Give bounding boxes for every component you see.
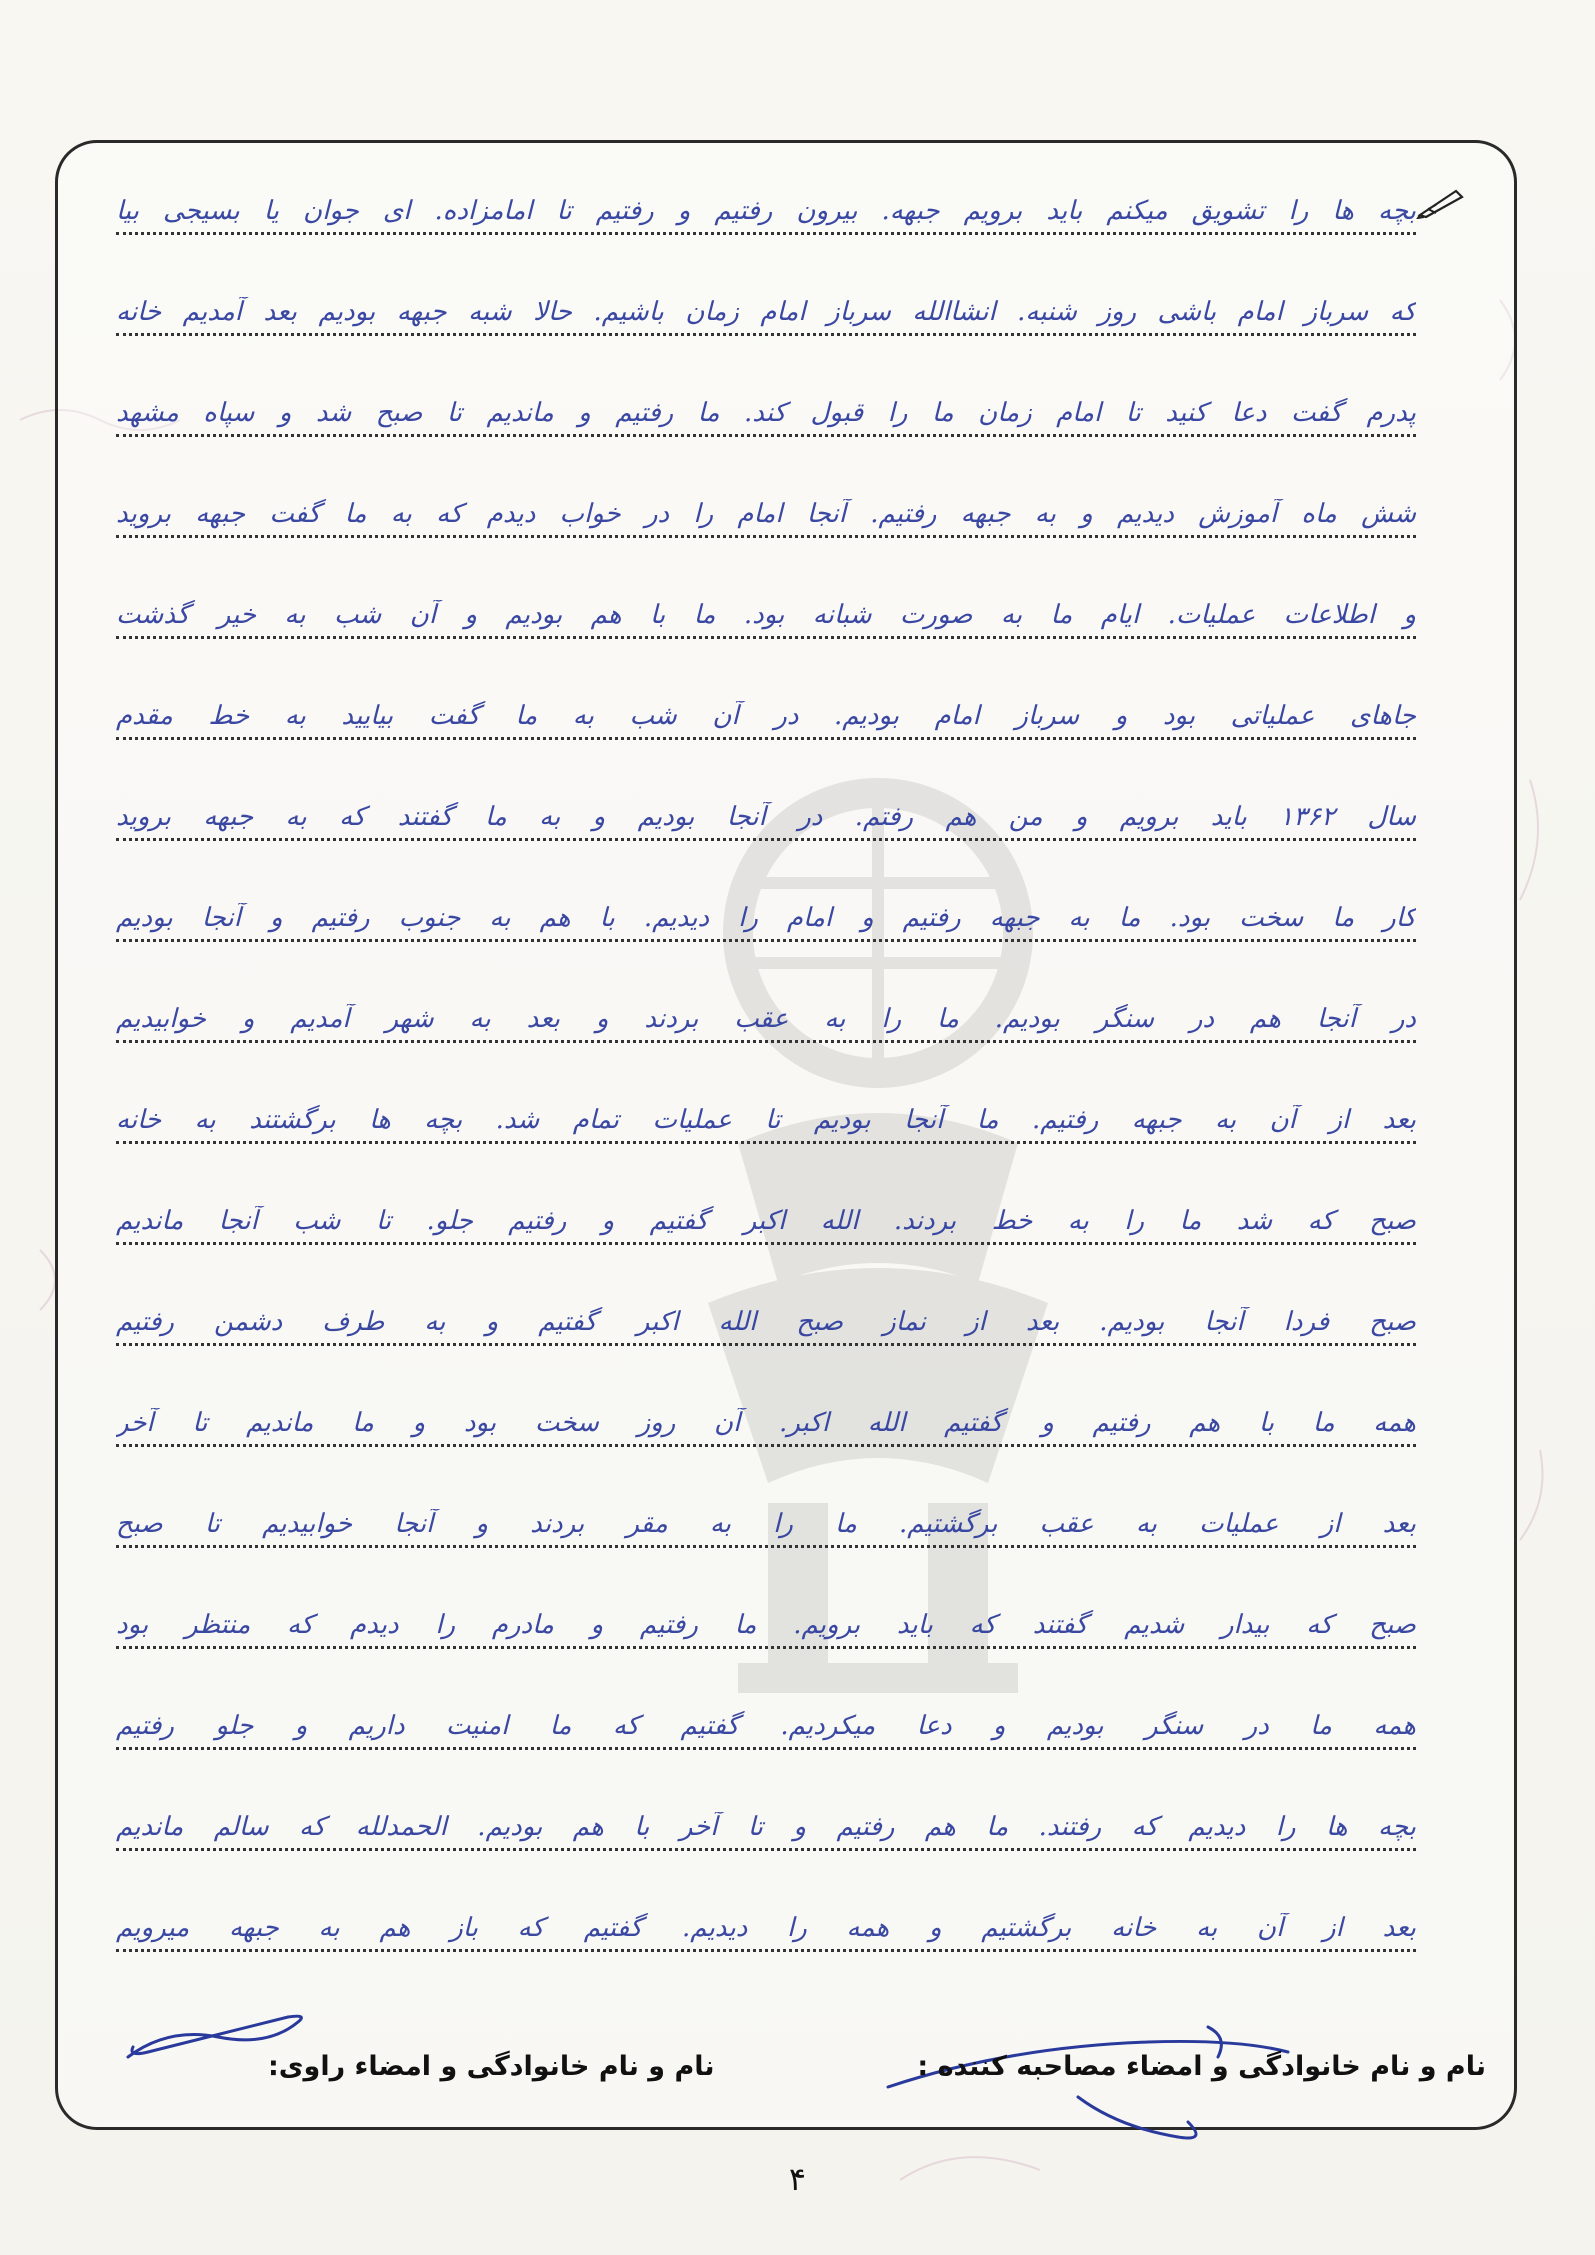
handwritten-text: کار ما سخت بود. ما به جبهه رفتیم و امام را دیدیم. با هم به جنوب رفتیم و آنجا بودیم [116,903,1416,933]
handwritten-text: صبح فردا آنجا بودیم. بعد از نماز صبح الله اکبر گفتیم و به طرف دشمن رفتیم [116,1307,1416,1337]
handwritten-text: بعد از عملیات به عقب برگشتیم. ما را به مقر بردند و آنجا خوابیدیم تا صبح [116,1509,1416,1539]
handwritten-text: سال ۱۳۶۲ باید برویم و من هم رفتم. در آنجا بودیم و به ما گفتند که به جبهه بروید [116,802,1416,832]
handwritten-text: بعد از آن به جبهه رفتیم. ما آنجا بودیم تا عملیات تمام شد. بچه ها برگشتند به خانه [116,1105,1416,1135]
writing-line [116,1377,1416,1447]
handwritten-text: صبح که بیدار شدیم گفتند که باید برویم. ما رفتیم و مادرم را دیدم که منتظر بود [116,1610,1416,1640]
handwritten-text: پدرم گفت دعا کنید تا امام زمان ما را قبول کند. ما رفتیم و ماندیم تا صبح شد و سپاه مشهد [116,398,1416,428]
writing-line [116,771,1416,841]
writing-line [116,1680,1416,1750]
writing-line [116,973,1416,1043]
handwritten-text: صبح که شد ما را به خط بردند. الله اکبر گفتیم و رفتیم جلو. تا شب آنجا ماندیم [116,1206,1416,1236]
writing-line [116,670,1416,740]
writing-line [116,165,1416,235]
handwritten-text: همه ما در سنگر بودیم و دعا میکردیم. گفتیم که ما امنیت داریم و جلو رفتیم [116,1711,1416,1741]
interviewee-signature-label: نام و نام خانوادگی و امضاء راوی: [268,2051,715,2082]
writing-line [116,1579,1416,1649]
writing-line [116,569,1416,639]
handwritten-text: شش ماه آموزش دیدیم و به جبهه رفتیم. آنجا امام را در خواب دیدم که به ما گفت جبهه بروید [116,499,1416,529]
writing-line [116,872,1416,942]
handwritten-text: که سرباز امام باشی روز شنبه. انشاالله سرباز امام زمان باشیم. حالا شبه جبهه بودیم بعد آمدیم خانه [116,297,1416,327]
writing-line [116,1781,1416,1851]
writing-line [116,1276,1416,1346]
writing-line [116,266,1416,336]
handwritten-text: بعد از آن به خانه برگشتیم و همه را دیدیم. گفتیم که باز هم به جبهه میرویم [116,1913,1416,1943]
writing-line [116,367,1416,437]
page-number: ۴ [788,2160,807,2198]
writing-lines-container [58,143,1514,2127]
handwritten-text: و اطلاعات عملیات. ایام ما به صورت شبانه بود. ما با هم بودیم و آن شب به خیر گذشت [116,600,1416,630]
handwritten-text: همه ما با هم رفتیم و گفتیم الله اکبر. آن روز سخت بود و ما ماندیم تا آخر [116,1408,1416,1438]
writing-line [116,1175,1416,1245]
writing-line [116,468,1416,538]
handwritten-text: بچه ها را دیدیم که رفتند. ما هم رفتیم و تا آخر با هم بودیم. الحمدلله که سالم ماندیم [116,1812,1416,1842]
lined-writing-frame [55,140,1517,2130]
writing-line [116,1478,1416,1548]
interviewer-signature-label: نام و نام خانوادگی و امضاء مصاحبه کننده : [917,2051,1486,2082]
handwritten-text: در آنجا هم در سنگر بودیم. ما را به عقب بردند و بعد به شهر آمدیم و خوابیدیم [116,1004,1416,1034]
writing-line [116,1074,1416,1144]
handwritten-text: جاهای عملیاتی بود و سرباز امام بودیم. در آن شب به ما گفت بیایید به خط مقدم [116,701,1416,731]
writing-line [116,1882,1416,1952]
handwritten-text: بچه ها را تشویق میکنم باید برویم جبهه. بیرون رفتیم و رفتیم تا امامزاده. ای جوان یا بسیجی بیا [116,196,1416,226]
